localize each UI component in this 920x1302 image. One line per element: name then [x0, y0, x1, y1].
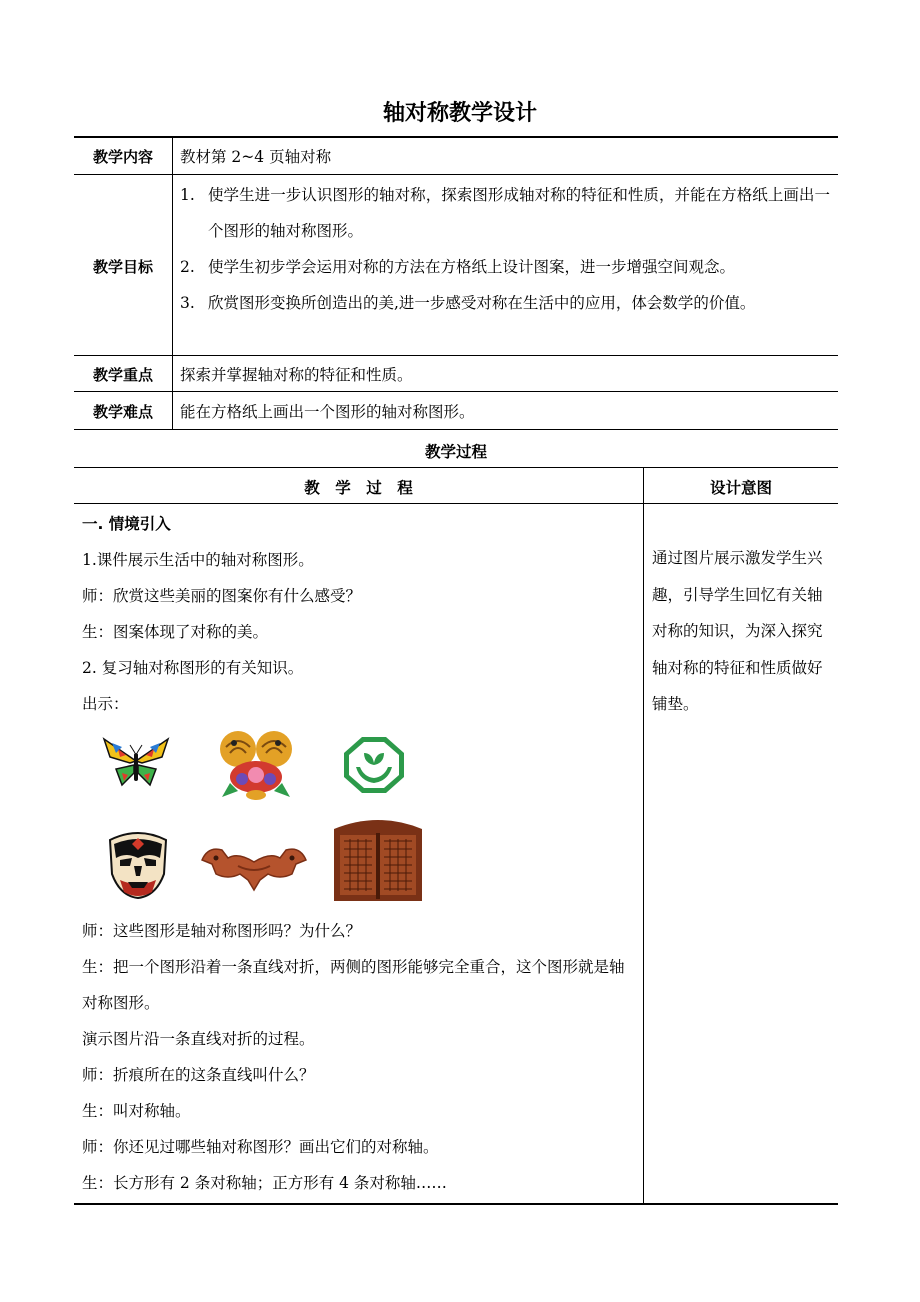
table-bottom-border	[74, 1203, 838, 1205]
process-line: 2. 复习轴对称图形的有关知识。	[82, 659, 304, 677]
process-line: 出示：	[82, 695, 129, 713]
goal-text: 使学生进一步认识图形的轴对称，探索图形成轴对称的特征和性质，并能在方格纸上画出一个图形的轴对称图形。	[208, 186, 830, 240]
goal-item	[180, 177, 830, 249]
page-title: 轴对称教学设计	[382, 101, 537, 126]
process-line: 师：你还见过哪些轴对称图形？画出它们的对称轴。	[82, 1138, 439, 1156]
row-divider	[74, 429, 838, 430]
opera-mask-image	[106, 830, 170, 900]
process-content-continued	[82, 913, 638, 1201]
table-top-border	[74, 467, 838, 468]
wooden-window-image	[330, 815, 426, 903]
butterfly-image	[100, 735, 172, 791]
section-title: 教学过程	[424, 443, 487, 461]
process-line: 生：图案体现了对称的美。	[82, 623, 269, 641]
goal-number: 2.	[180, 258, 195, 276]
content-label: 教学内容	[92, 148, 153, 166]
process-line: 生：长方形有 2 条对称轴；正方形有 4 条对称轴……	[82, 1174, 447, 1192]
process-line: 师：这些图形是轴对称图形吗？为什么？	[82, 922, 362, 940]
process-line: 生：叫对称轴。	[82, 1102, 191, 1120]
difficult-label: 教学难点	[92, 403, 153, 421]
jade-ornament-image	[198, 840, 310, 896]
process-line: 演示图片沿一条直线对折的过程。	[82, 1030, 315, 1048]
process-line: 生：把一个图形沿着一条直线对折，两侧的图形能够完全重合，这个图形就是轴对称图形。	[82, 958, 625, 1012]
process-line: 1.课件展示生活中的轴对称图形。	[82, 551, 314, 569]
key-value: 探索并掌握轴对称的特征和性质。	[180, 366, 413, 384]
row-divider	[74, 391, 838, 392]
process-heading: 一. 情境引入	[82, 515, 171, 533]
column-divider	[172, 137, 173, 430]
green-logo-image	[342, 735, 406, 795]
process-column-header: 教 学 过 程	[304, 479, 413, 497]
goal-item	[180, 285, 830, 321]
process-content	[82, 506, 638, 722]
row-divider	[74, 355, 838, 356]
content-value: 教材第 2~4 页轴对称	[180, 148, 332, 166]
difficult-value: 能在方格纸上画出一个图形的轴对称图形。	[180, 403, 475, 421]
process-line: 师：折痕所在的这条直线叫什么？	[82, 1066, 315, 1084]
goal-number: 1.	[180, 186, 195, 204]
process-line: 师：欣赏这些美丽的图案你有什么感受？	[82, 587, 362, 605]
header-divider	[74, 503, 838, 504]
goals-list	[180, 177, 830, 321]
paper-cut-image	[212, 727, 300, 803]
goal-text: 使学生初步学会运用对称的方法在方格纸上设计图案，进一步增强空间观念。	[208, 258, 736, 276]
row-divider	[74, 174, 838, 175]
key-label: 教学重点	[92, 366, 153, 384]
intent-column-header: 设计意图	[709, 479, 772, 497]
design-intent-text: 通过图片展示激发学生兴趣，引导学生回忆有关轴对称的知识，为深入探究轴对称的特征和性质做好铺垫。	[652, 549, 823, 713]
goal-number: 3.	[180, 294, 195, 312]
column-divider	[643, 468, 644, 1204]
table-top-border	[74, 136, 838, 138]
goals-label: 教学目标	[92, 258, 153, 276]
goal-text: 欣赏图形变换所创造出的美,进一步感受对称在生活中的应用，体会数学的价值。	[208, 294, 756, 312]
goal-item	[180, 249, 830, 285]
